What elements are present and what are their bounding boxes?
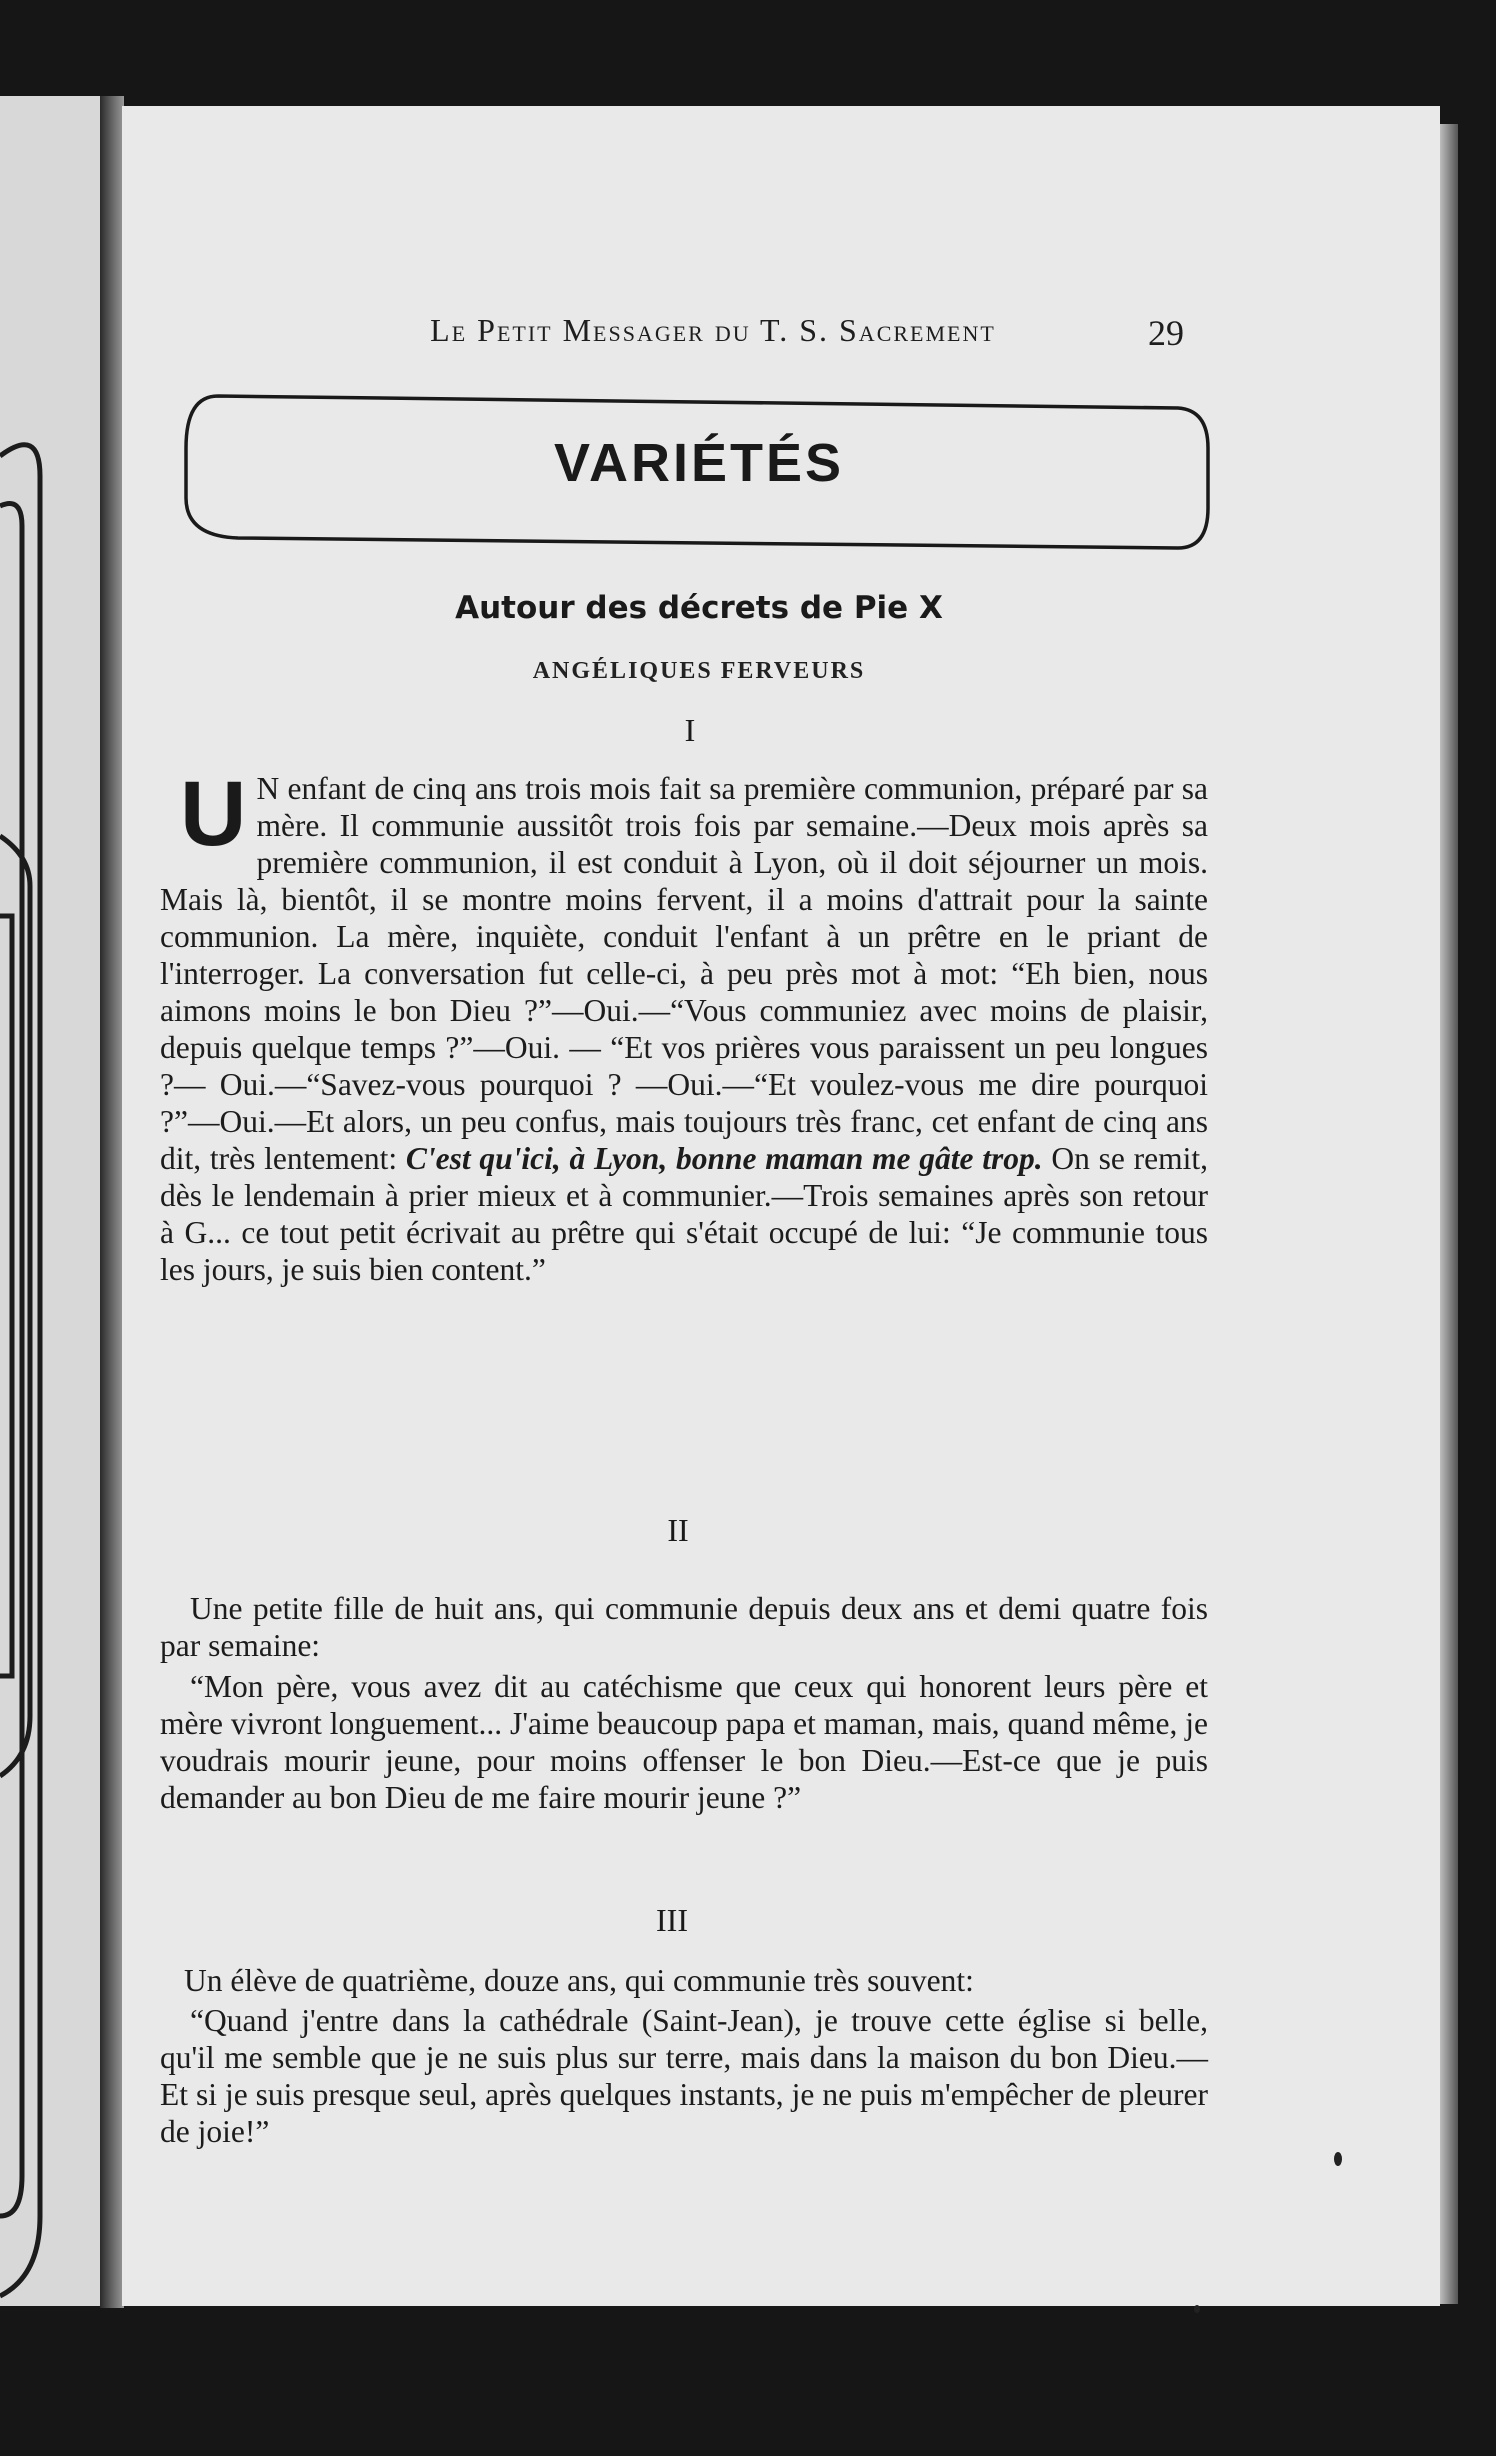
part-1-paragraph [160, 763, 1209, 1288]
ink-speck [1194, 2305, 1200, 2313]
article-title: Autour des décrets de Pie X [455, 590, 943, 626]
body-text: enfant de cinq ans trois mois fait sa première communion, préparé par sa mère. Il communie aussitôt trois fois par semaine.—Deux mois après sa première communion, il est conduit à Lyon, où il doit séjourner un mois. Mais là, bientôt, il se montre moins fervent, il a moins d'attrait pour la sainte communion. La mère, inquiète, conduit l'enfant à un prêtre en le priant de l'interroger. La conversation fut celle-ci, à peu près mot à mot: “Eh bien, nous aimons moins le bon Dieu ?”—Oui.—“Vous communiez avec moins de plaisir, depuis quelque temps ?”—Oui. — “Et vos prières vous paraissent un peu longues ?— Oui.—“Savez-vous pourquoi ? —Oui.—“Et voulez-vous me dire pourquoi ?”—Oui.—Et alors, un peu confus, mais toujours très franc, cet enfant de cinq ans dit, très lentement: [160, 771, 1208, 1176]
page-number: 29 [1148, 313, 1184, 353]
part-2-paragraph-2: “Mon père, vous avez dit au catéchisme que ceux qui honorent leurs père et mère vivront longuement... J'aime beaucoup papa et maman, mais, quand même, je voudrais mourir jeune, pour moins offenser le bon Dieu.—Est-ce que je puis demander au bon Dieu de me faire mourir jeune ?” [160, 1669, 1208, 1815]
previous-page-edge [0, 96, 108, 2306]
part-numeral-3: III [656, 1902, 688, 1938]
italic-quote: C'est qu'ici, à Lyon, bonne maman me gâte trop. [405, 1141, 1043, 1176]
drop-cap: U [180, 763, 247, 865]
article-subtitle: ANGÉLIQUES FERVEURS [532, 658, 866, 684]
part-3-paragraph-1: Un élève de quatrième, douze ans, qui communie très souvent: [184, 1963, 974, 1998]
decorative-border-ornament [0, 416, 80, 2316]
part-3-paragraph-2: “Quand j'entre dans la cathédrale (Saint-Jean), je trouve cette église si belle, qu'il me semble que je ne suis plus sur terre, mais dans la maison du bon Dieu.—Et si je suis presque seul, après quelques instants, je ne puis m'empêcher de pleurer de joie!” [160, 2003, 1208, 2149]
page-edge-shadow [1440, 124, 1458, 2304]
section-title: VARIÉTÉS [553, 433, 845, 493]
book-gutter [100, 96, 124, 2308]
running-head: Le Petit Messager du T. S. Sacrement [430, 312, 996, 348]
body-text: On se remit, dès le lendemain à prier mieux et à communier.—Trois semaines après son retour à G... ce tout petit écrivait au prêtre qui s'était occupé de lui: “Je communie tous les jours, je suis bien content.” [160, 1141, 1209, 1287]
first-word: N [256, 771, 280, 806]
part-2-paragraph-1: Une petite fille de huit ans, qui communie depuis deux ans et demi quatre fois par semaine: [160, 1591, 1208, 1663]
part-numeral-1: I [684, 712, 696, 748]
ink-speck [1334, 2152, 1342, 2166]
part-numeral-2: II [667, 1512, 689, 1548]
